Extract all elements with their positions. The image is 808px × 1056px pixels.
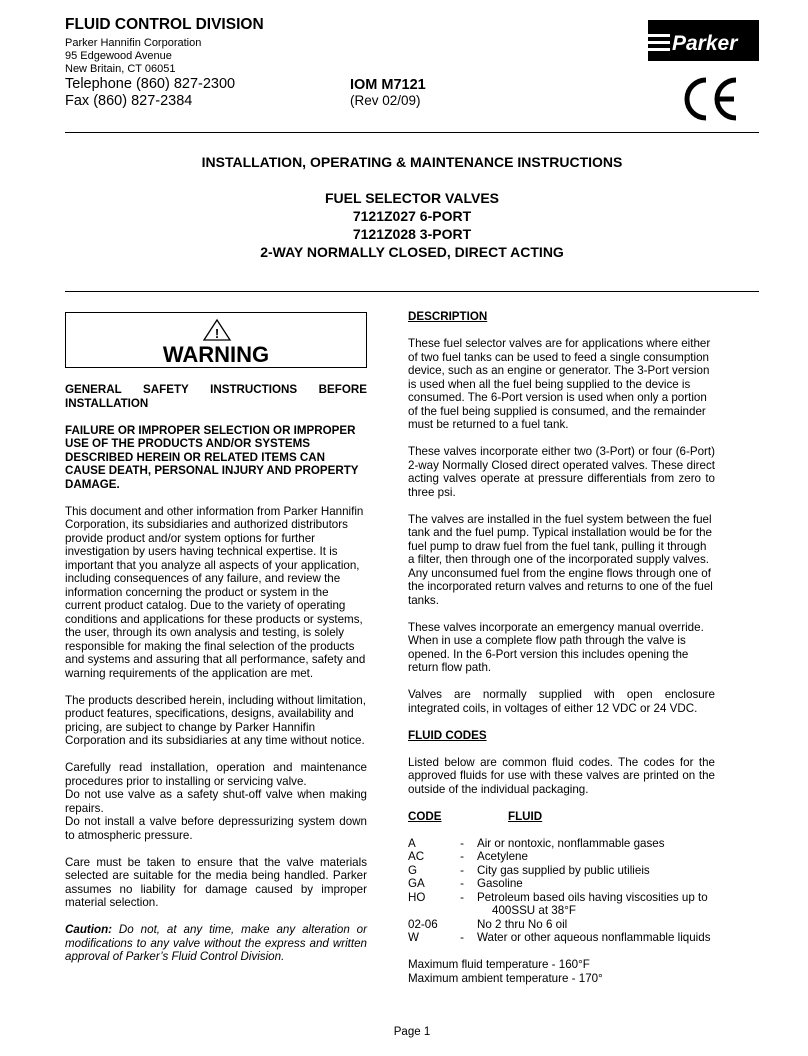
- parker-logo: [648, 20, 759, 61]
- parker-logo-text: Parker: [672, 32, 738, 55]
- description-paragraph-3: The valves are installed in the fuel system between the fuel tank and the fuel pump. Typical installation would be for the fuel pump to draw fuel from the fuel tank, pulling it through a filter, then through one of the incorporated supply valves. Any unconsumed fuel from the engine flows through one of the incorporated return valves and returns to one of the fuel tanks.: [408, 512, 713, 607]
- table-row: G - City gas supplied by public utilieis: [408, 863, 650, 877]
- product-title: FUEL SELECTOR VALVES: [325, 190, 499, 206]
- ce-mark-text: CE: [682, 76, 684, 77]
- iom-number: IOM M7121: [350, 77, 426, 93]
- warning-symbol: !: [214, 326, 220, 341]
- description-paragraph-2: These valves incorporate either two (3-Port) or four (6-Port) 2-way Normally Closed direct operated valves. These direct acting valves operate at pressure differentials from zero to three psi.: [408, 445, 715, 499]
- company-name: Parker Hannifin Corporation: [65, 37, 202, 49]
- fluid-table-header: [408, 810, 715, 824]
- fax: Fax (860) 827-2384: [65, 93, 193, 109]
- caution-text: Do not, at any time, make any alteration or modifications to any valve without the express and written approval of Parker’s Fluid Control Division.: [65, 923, 367, 963]
- safety-paragraph-2: The products described herein, including without limitation, product features, specifications, designs, availability and pricing, are subject to change by Parker Hannifin Corporation and its subsidiaries at any time without notice.: [65, 693, 366, 747]
- table-row: A - Air or nontoxic, nonflammable gases: [408, 836, 665, 850]
- safety-paragraph-4: Care must be taken to ensure that the valve materials selected are suitable for the media being handled. Parker assumes no liability for damage caused by improper material selection.: [65, 855, 367, 909]
- table-row: 02-06 No 2 thru No 6 oil: [408, 917, 568, 931]
- fluid-column-header: FLUID: [508, 809, 543, 823]
- fluid-table: [408, 837, 715, 945]
- description-paragraph-1: These fuel selector valves are for applications where either of two fuel tanks can be used to feed a single consumption device, such as an engine or generator. The 3-Port version is used when all the fuel being supplied to the device is consumed. The 6-Port version is used when only a portion of the fuel being supplied is consumed, and the remainder must be returned to a fuel tank.: [408, 337, 711, 431]
- caution-label: Caution:: [65, 923, 113, 936]
- product-model-6port: 7121Z027 6-PORT: [352, 208, 472, 224]
- revision: (Rev 02/09): [350, 93, 421, 108]
- code-column-header: CODE: [408, 809, 442, 823]
- table-row: AC - Acetylene: [408, 850, 528, 863]
- description-section: [408, 310, 715, 985]
- title-rule: [65, 291, 759, 292]
- failure-warning: FAILURE OR IMPROPER SELECTION OR IMPROPER USE OF THE PRODUCTS AND/OR SYSTEMS DESCRIBED HEREIN OR RELATED ITEMS CAN CAUSE DEATH, PERSONAL INJURY AND PROPERTY DAMAGE.: [65, 423, 359, 491]
- safety-paragraph-3c: Do not install a valve before depressurizing system down to atmospheric pressure.: [65, 815, 367, 842]
- fluid-codes-intro: Listed below are common fluid codes. The codes for the approved fluids for use with these valves are printed on the outside of the individual packaging.: [408, 755, 715, 796]
- safety-paragraph-1: This document and other information from Parker Hannifin Corporation, its subsidiaries and authorized distributors provide product and/or system options for further investigation by users having technical expertise. It is important that you analyze all aspects of your application, including consequences of any failure, and review the information concerning the product or system in the current product catalog. Due to the variety of operating conditions and applications for these products or systems, the user, through its own analysis and testing, is solely responsible for making the final selection of the products and systems and assuring that all performance, safety and warning requirements of the application are met.: [65, 504, 366, 680]
- max-ambient-temperature: Maximum ambient temperature - 170°: [408, 971, 603, 985]
- safety-paragraph-3a: Carefully read installation, operation and maintenance procedures prior to installing or servicing valve.: [65, 761, 367, 788]
- product-type: 2-WAY NORMALLY CLOSED, DIRECT ACTING: [260, 244, 564, 260]
- address-line-2: New Britain, CT 06051: [65, 63, 176, 75]
- description-paragraph-4: These valves incorporate an emergency manual override. When in use a complete flow path through the valve is opened. In the 6-Port version this includes opening the return flow path.: [408, 620, 704, 674]
- document-title: INSTALLATION, OPERATING & MAINTENANCE INSTRUCTIONS: [201, 154, 623, 170]
- warning-triangle-icon: [202, 318, 232, 342]
- header-rule: [65, 132, 759, 133]
- description-heading: DESCRIPTION: [408, 310, 488, 323]
- table-row: GA - Gasoline: [408, 877, 523, 890]
- caution-note: [65, 923, 367, 964]
- safety-paragraph-3b: Do not use valve as a safety shut-off valve when making repairs.: [65, 788, 367, 815]
- page-number: Page 1: [393, 1026, 431, 1038]
- address-line-1: 95 Edgewood Avenue: [65, 50, 172, 62]
- product-model-3port: 7121Z028 3-PORT: [352, 226, 472, 242]
- max-fluid-temperature: Maximum fluid temperature - 160°F: [408, 958, 590, 971]
- warning-box: [65, 312, 367, 368]
- general-safety-heading: GENERAL SAFETY INSTRUCTIONS BEFORE INSTALLATION: [65, 383, 367, 410]
- table-row: HO - Petroleum based oils having viscosities up to 400SSU at 38°F: [408, 890, 708, 917]
- table-row: W - Water or other aqueous nonflammable liquids: [408, 931, 711, 944]
- ce-mark: [682, 76, 740, 122]
- safety-section: [65, 383, 367, 964]
- fluid-codes-heading: FLUID CODES: [408, 728, 487, 742]
- description-paragraph-5: Valves are normally supplied with open enclosure integrated coils, in voltages of either 12 VDC or 24 VDC.: [408, 688, 715, 715]
- telephone: Telephone (860) 827-2300: [65, 76, 236, 92]
- warning-label: WARNING: [162, 342, 270, 367]
- division-title: FLUID CONTROL DIVISION: [65, 16, 264, 33]
